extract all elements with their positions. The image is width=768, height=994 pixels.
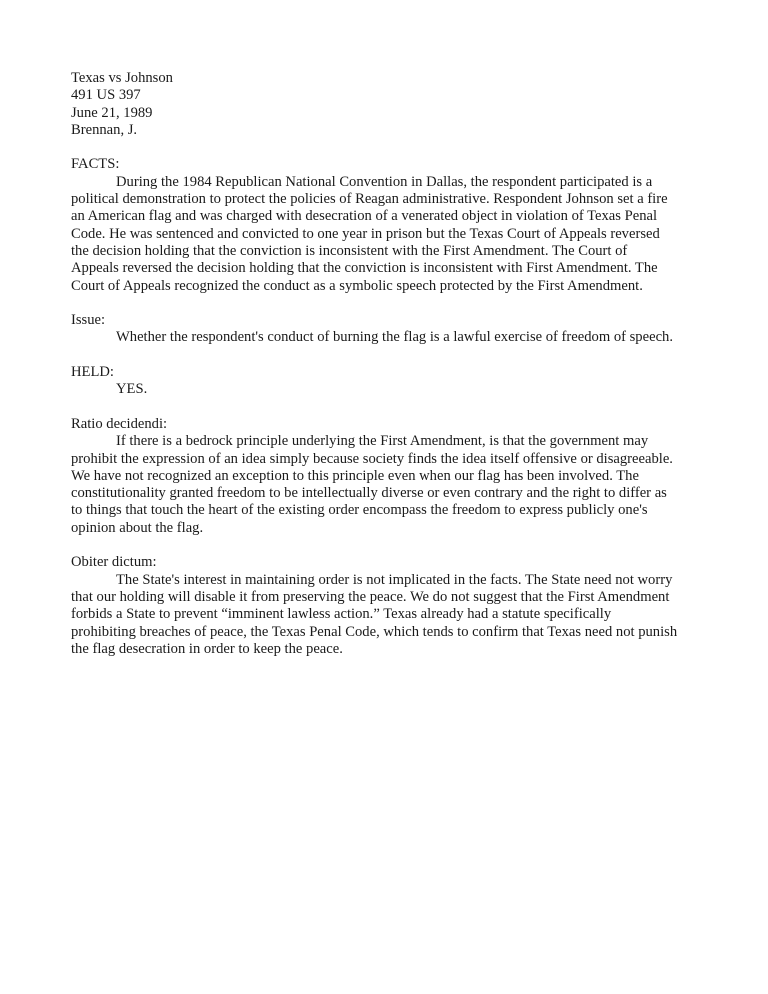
facts-line: an American flag and was charged with desecration of a venerated object in violation of Texas Penal	[71, 208, 658, 225]
obiter-line: that our holding will disable it from preserving the peace. We do not suggest that the First Amendment	[71, 588, 670, 605]
facts-line: political demonstration to protect the policies of Reagan administrative. Respondent Johnson set a fire	[71, 191, 668, 208]
case-header	[71, 70, 701, 139]
facts-section	[71, 156, 701, 294]
issue-heading: Issue:	[71, 312, 106, 329]
facts-line: Appeals reversed the decision holding that the conviction is inconsistent with First Amendment. The	[71, 260, 658, 277]
issue-line: Whether the respondent's conduct of burning the flag is a lawful exercise of freedom of speech.	[116, 329, 673, 346]
case-name: Texas vs Johnson	[71, 70, 173, 86]
spacer	[71, 347, 701, 364]
ratio-line: opinion about the flag.	[71, 519, 204, 536]
ratio-line: prohibit the expression of an idea simply because society finds the idea itself offensive or disagreeable.	[71, 450, 673, 467]
obiter-line: forbids a State to prevent “imminent lawless action.” Texas already had a statute specifically	[71, 606, 612, 623]
held-line: YES.	[116, 381, 148, 398]
ratio-line: to things that touch the heart of the existing order encompass the freedom to express publicly one's	[71, 502, 648, 519]
case-justice: Brennan, J.	[71, 121, 138, 138]
spacer	[71, 139, 701, 156]
ratio-line: If there is a bedrock principle underlying the First Amendment, is that the government may	[116, 433, 649, 450]
ratio-line: We have not recognized an exception to this principle even when our flag has been involved. The	[71, 467, 639, 484]
ratio-heading: Ratio decidendi:	[71, 415, 168, 432]
facts-line: the decision holding that the conviction is inconsistent with the First Amendment. The Court of	[71, 242, 628, 259]
case-date: June 21, 1989	[71, 104, 153, 121]
facts-line: Court of Appeals recognized the conduct as a symbolic speech protected by the First Amendment.	[71, 277, 643, 294]
spacer	[71, 295, 701, 312]
facts-line: Code. He was sentenced and convicted to one year in prison but the Texas Court of Appeals reversed	[71, 225, 660, 242]
facts-heading: FACTS:	[71, 156, 120, 173]
case-citation: 491 US 397	[71, 87, 141, 104]
spacer	[71, 537, 701, 554]
spacer	[71, 399, 701, 416]
issue-section	[71, 312, 701, 347]
obiter-heading: Obiter dictum:	[71, 554, 157, 571]
ratio-line: constitutionality granted freedom to be intellectually diverse or even contrary and the right to differ as	[71, 485, 667, 502]
held-heading: HELD:	[71, 364, 114, 381]
facts-line: During the 1984 Republican National Convention in Dallas, the respondent participated is a	[116, 173, 653, 190]
obiter-line: the flag desecration in order to keep the peace.	[71, 640, 343, 657]
document-page	[71, 70, 701, 658]
obiter-section	[71, 554, 701, 658]
obiter-line: prohibiting breaches of peace, the Texas Penal Code, which tends to confirm that Texas need not punish	[71, 623, 678, 640]
obiter-line: The State's interest in maintaining order is not implicated in the facts. The State need not worry	[116, 571, 673, 588]
held-section	[71, 364, 701, 399]
ratio-section	[71, 416, 701, 537]
